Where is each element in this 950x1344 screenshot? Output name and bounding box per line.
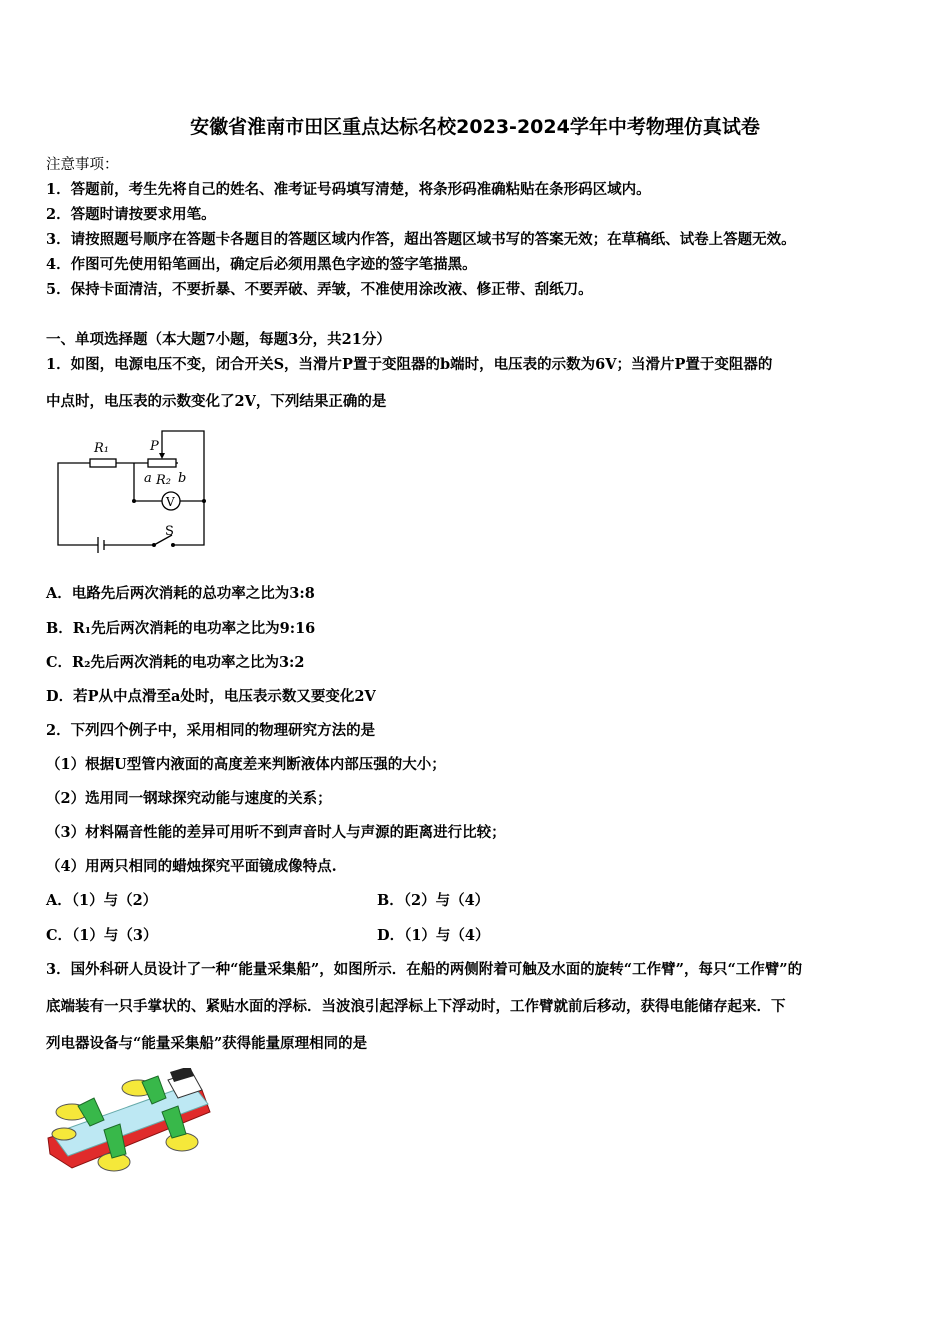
label-a: a <box>144 471 152 486</box>
notice-item: 3．请按照题号顺序在答题卡各题目的答题区域内作答，超出答题区域书写的答案无效；在草稿纸、试卷上答题无效。 <box>46 231 796 248</box>
circuit-diagram <box>52 425 217 553</box>
notice-item: 2．答题时请按要求用笔。 <box>46 206 216 223</box>
page-title: 安徽省淮南市田区重点达标名校2023-2024学年中考物理仿真试卷 <box>190 116 760 138</box>
label-r1: R₁ <box>94 441 109 456</box>
label-b: b <box>178 471 187 486</box>
question-3-stem-cont: 列电器设备与“能量采集船”获得能量原理相同的是 <box>46 1035 368 1052</box>
q2-item: （2）选用同一钢球探究动能与速度的关系； <box>46 790 332 807</box>
notice-heading: 注意事项： <box>46 157 119 173</box>
question-1-stem: 1．如图，电源电压不变，闭合开关S，当滑片P置于变阻器的b端时，电压表的示数为6V；当滑片P置于变阻器的 <box>46 356 773 373</box>
q1-option-d[interactable]: D．若P从中点滑至a处时，电压表示数又要变化2V <box>46 688 376 705</box>
q2-item: （4）用两只相同的蜡烛探究平面镜成像特点. <box>46 858 337 875</box>
voltmeter-label: V <box>166 495 175 509</box>
notice-item: 1．答题前，考生先将自己的姓名、准考证号码填写清楚，将条形码准确粘贴在条形码区域内。 <box>46 181 651 198</box>
label-r2: R₂ <box>156 473 171 488</box>
notice-item: 5．保持卡面清洁，不要折暴、不要弄破、弄皱，不准使用涂改液、修正带、刮纸刀。 <box>46 281 593 298</box>
q2-option-b[interactable]: B．（2）与（4） <box>377 892 490 909</box>
label-s: S <box>165 524 174 539</box>
q2-item: （3）材料隔音性能的差异可用听不到声音时人与声源的距离进行比较； <box>46 824 506 841</box>
q1-option-c[interactable]: C．R₂先后两次消耗的电功率之比为3:2 <box>46 654 305 671</box>
q2-item: （1）根据U型管内液面的高度差来判断液体内部压强的大小； <box>46 756 446 773</box>
notice-item: 4．作图可先使用铅笔画出，确定后必须用黑色字迹的签字笔描黑。 <box>46 256 477 273</box>
question-3-stem: 3．国外科研人员设计了一种“能量采集船”，如图所示．在船的两侧附着可触及水面的旋转“工作臂”，每只“工作臂”的 <box>46 961 803 978</box>
label-p: P <box>150 439 159 454</box>
q2-option-d[interactable]: D．（1）与（4） <box>377 927 490 944</box>
question-2-stem: 2．下列四个例子中，采用相同的物理研究方法的是 <box>46 722 376 739</box>
energy-boat-image <box>42 1068 217 1180</box>
q1-option-a[interactable]: A．电路先后两次消耗的总功率之比为3:8 <box>46 585 315 602</box>
section-heading: 一、单项选择题（本大题7小题，每题3分，共21分） <box>46 331 391 348</box>
question-3-stem-cont: 底端装有一只手掌状的、紧贴水面的浮标．当波浪引起浮标上下浮动时，工作臂就前后移动，获得电能储存起来．下 <box>46 998 786 1015</box>
q2-option-a[interactable]: A．（1）与（2） <box>46 892 158 909</box>
q1-option-b[interactable]: B．R₁先后两次消耗的电功率之比为9:16 <box>46 620 316 637</box>
q2-option-c[interactable]: C．（1）与（3） <box>46 927 158 944</box>
question-1-stem-cont: 中点时，电压表的示数变化了2V，下列结果正确的是 <box>46 393 387 410</box>
